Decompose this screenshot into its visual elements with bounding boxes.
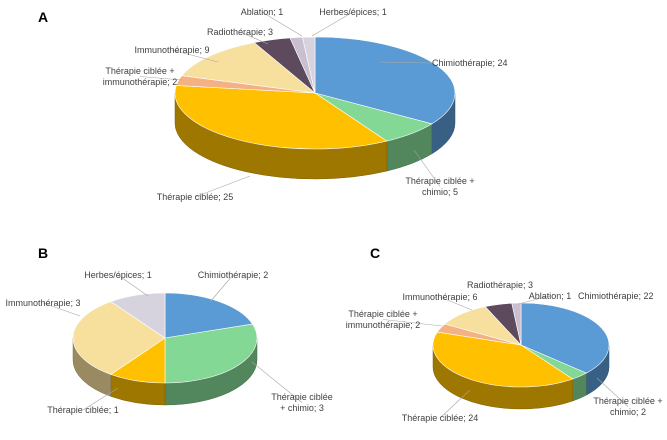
chart-panel-a: [38, 7, 508, 202]
slice-label-line: Thérapie ciblée +: [105, 66, 175, 76]
slice-label-line: Chimiothérapie; 24: [432, 58, 508, 68]
slice-label-text: [207, 27, 273, 37]
slice-label-text: [346, 309, 421, 330]
label-immunotherapie: [402, 292, 477, 310]
slice-label-text: [5, 298, 80, 308]
panel-letter-c: C: [370, 245, 381, 261]
label-therapie-ciblee-immunotherapie: [103, 66, 182, 87]
slice-label-text: [103, 66, 178, 87]
slice-label-text: [593, 396, 662, 417]
slice-label-text: [402, 292, 477, 302]
slice-label-text: [198, 270, 269, 280]
label-herbes-epices: [84, 270, 152, 296]
slice-label-line: chimio; 5: [421, 187, 459, 197]
label-therapie-ciblee-immunotherapie: [346, 309, 442, 330]
slice-label-line: Immunothérapie; 9: [134, 45, 210, 55]
label-therapie-ciblee-chimio: [593, 378, 662, 417]
slice-label-line: chimio; 2: [609, 407, 647, 417]
label-therapie-ciblee: [157, 176, 250, 202]
label-herbes-epices: [312, 7, 387, 36]
slice-label-line: immunothérapie; 2: [102, 77, 178, 87]
slice-label-line: Thérapie ciblée; 1: [47, 405, 119, 415]
slice-label-text: [271, 392, 333, 413]
slice-label-line: Thérapie ciblée +: [405, 176, 475, 186]
slice-label-line: immunothérapie; 2: [345, 320, 421, 330]
label-ablation: [518, 291, 571, 304]
slice-label-text: [529, 291, 572, 301]
slice-label-text: [134, 45, 209, 55]
label-immunotherapie: [5, 298, 80, 316]
label-chimiotherapie: [198, 270, 269, 302]
slice-label-line: Thérapie ciblée; 25: [156, 192, 234, 202]
slice-label-line: Thérapie ciblée +: [593, 396, 663, 406]
pie-a: [175, 37, 455, 179]
label-therapie-ciblee-chimio: [252, 362, 333, 413]
label-chimiotherapie: [578, 291, 654, 301]
slice-label-text: [405, 176, 474, 197]
label-radiotherapie: [467, 280, 533, 290]
slice-label-text: [157, 192, 234, 202]
panel-letter-a: A: [38, 9, 49, 25]
slice-label-line: Thérapie ciblée +: [348, 309, 418, 319]
slice-label-line: Chimiothérapie; 2: [197, 270, 269, 280]
slice-label-line: Ablation; 1: [240, 7, 284, 17]
slice-label-line: Radiothérapie; 3: [206, 27, 274, 37]
pie-c: [433, 303, 609, 409]
slice-label-line: + chimio; 3: [280, 403, 324, 413]
chart-panel-b: [5, 245, 332, 415]
slice-label-line: Immunothérapie; 6: [402, 292, 478, 302]
slice-label-text: [84, 270, 152, 280]
slice-label-text: [432, 58, 508, 68]
slice-label-line: Herbes/épices; 1: [319, 7, 387, 17]
pie-b: [73, 293, 257, 405]
slice-label-text: [402, 413, 479, 423]
slice-label-line: Thérapie ciblée: [271, 392, 333, 402]
slice-label-line: Thérapie ciblée; 24: [401, 413, 479, 423]
slice-label-text: [467, 280, 533, 290]
slice-label-text: [47, 405, 119, 415]
slice-label-line: Herbes/épices; 1: [84, 270, 152, 280]
slice-label-text: [241, 7, 284, 17]
panel-letter-b: B: [38, 245, 49, 261]
slice-label-line: Immunothérapie; 3: [5, 298, 81, 308]
slice-label-line: Chimiothérapie; 22: [578, 291, 654, 301]
slice-label-text: [578, 291, 654, 301]
slice-label-line: Ablation; 1: [528, 291, 572, 301]
slice-label-text: [319, 7, 387, 17]
slice-label-line: Radiothérapie; 3: [466, 280, 534, 290]
chart-panel-c: [346, 245, 663, 423]
